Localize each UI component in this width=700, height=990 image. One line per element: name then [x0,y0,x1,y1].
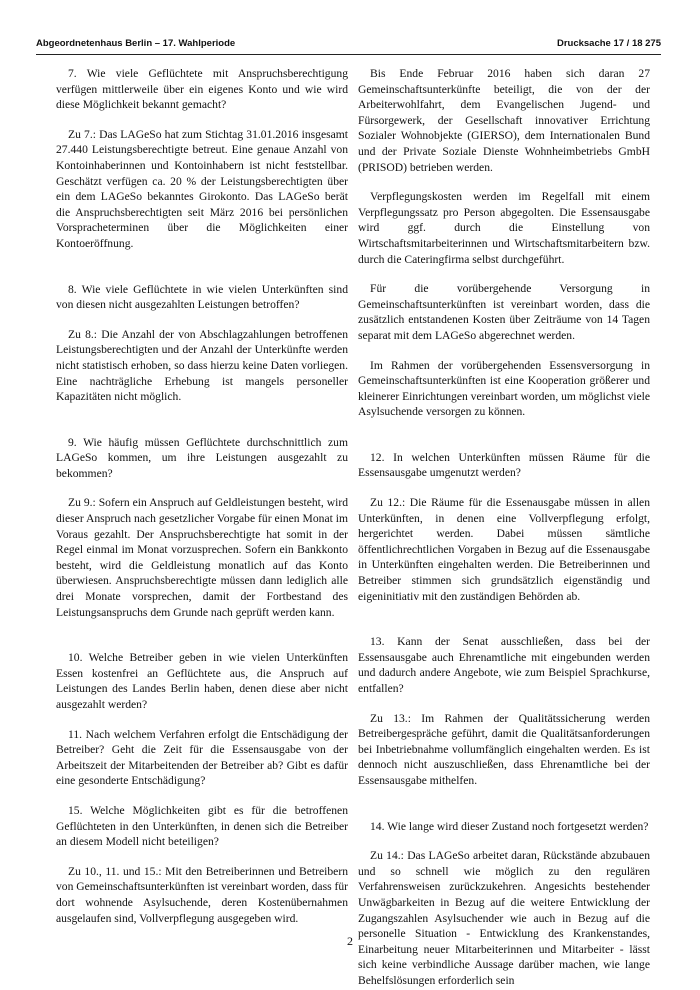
question-11: 11. Nach welchem Verfahren erfolgt die Entschädigung der Betreiber? Geht die Zeit für die Essensausgabe von der Arbeitszeit der Mitarbeitenden der Betreiber ab? Gibt es dafür eine gesonderte Entschädigung? [56,727,348,788]
answer-12: Zu 12.: Die Räume für die Essenausgabe müssen in allen Unterkünften, in denen eine Vollverpflegung erfolgt, hergerichtet werden. Dabei müssen sämtliche öffentlichrechtlichen Vorgaben in Bezug auf die Essenausgabe in Unterkünften eingehalten werden. Die Betreiberinnen und Betreiber stimmen sich grundsätzlich eigenständig und eigeninitiativ mit den zuständigen Behörden ab. [358,496,650,603]
question-9: 9. Wie häufig müssen Geflüchtete durchschnittlich zum LAGeSo kommen, um ihre Leistungen ausgezahlt zu bekommen? [56,435,348,480]
answer-10-11-15-continued: Bis Ende Februar 2016 haben sich daran 27 Gemeinschaftsunterkünfte beteiligt, die von der der Arbeiterwohlfahrt, dem Evangelischen Jugend- und Fürsorgewerk, der Gesellschaft innovativer Errichtung Sozialer Wohnobjekte (GIERSO), dem Internationalen Bund und der Private Soziale Dienste Wohnheimbetriebs GmbH (PRISOD) betrieben werden. [358,67,650,174]
answer-8: Zu 8.: Die Anzahl der von Abschlagzahlungen betroffenen Leistungsberechtigten und der Anzahl der Unterkünfte werden nicht statistisch erhoben, so dass hierzu keine Daten vorliegen. Eine nachträgliche Erhebung ist mangels personeller Kapazitäten nicht möglich. [56,327,348,404]
running-header [36,38,661,52]
paragraph-cooperation: Im Rahmen der vorübergehenden Essensversorgung in Gemeinschaftsunterkünften ist eine Kooperation größerer und kleinerer Einrichtungen vereinbart worden, um möglichst viele Asylsuchende versorgen zu können. [358,358,651,419]
question-14: 14. Wie lange wird dieser Zustand noch fortgesetzt werden? [370,819,649,833]
question-12: 12. In welchen Unterkünften müssen Räume für die Essensausgabe umgenutzt werden? [358,450,650,480]
left-column [56,66,348,926]
question-10: 10. Welche Betreiber geben in wie vielen Unterkünften Essen kostenfrei an Geflüchtete aus, die Anspruch auf Leistungen des Landes Berlin haben, denen diese aber nicht ausgezahlt werden? [56,651,348,711]
answer-13: Zu 13.: Im Rahmen der Qualitätssicherung werden Betreibergespräche geführt, damit die Qualitätsanforderungen bei Inbetriebnahme vollumfänglich eingehalten werden. Es ist dennoch nicht auszuschließen, dass Ehrenamtliche bei der Essensausgabe mithelfen. [358,711,650,787]
question-8: 8. Wie viele Geflüchtete in wie vielen Unterkünften sind von diesen nicht ausgezahlten Leistungen betroffen? [56,282,348,312]
answer-14: Zu 14.: Das LAGeSo arbeitet daran, Rückstände abzubauen und so schnell wie möglich zu den regulären Verfahrensweisen zurückzukehren. Angesichts bestehender Unwägbarkeiten in Bezug auf die weitere Entwicklung der Zugangszahlen Asylsuchender wie auch in Bezug auf die personelle Situation - Entwicklung des Krankenstandes, Einarbeitung neuer Mitarbeiterinnen und Mitarbeiter - lässt sich keine verbindliche Aussage darüber machen, wie lange Behelfslösungen erforderlich sein [358,849,650,987]
right-column [358,66,650,989]
question-13: 13. Kann der Senat ausschließen, dass bei der Essensausgabe auch Ehrenamtliche mit eingebunden werden und dadurch andere Angebote, wie zum Beispiel Sprachkurse, entfallen? [358,635,650,695]
paragraph-catering-costs: Verpflegungskosten werden im Regelfall mit einem Verpflegungssatz pro Person abgegolten. Die Essensausgabe wird ggf. durch die Einstellung von Wirtschaftsmitarbeiterinnen und Wirtschaftsmitarbeitern bzw. durch die Cateringfirma selbst durchgeführt. [358,190,650,266]
page-number: 2 [347,934,353,948]
header-publisher: Abgeordnetenhaus Berlin – 17. Wahlperiode [36,38,236,49]
question-7: 7. Wie viele Geflüchtete mit Anspruchsberechtigung verfügen mittlerweile über ein eigenes Konto und wie wird diese Möglichkeit bekannt gemacht? [56,67,348,112]
answer-10-11-15: Zu 10., 11. und 15.: Mit den Betreiberinnen und Betreibern von Gemeinschaftsunterkünften ist vereinbart worden, dass für dort wohnende Asylsuchende, deren Kostenübernahmen ausgelaufen sind, Vollverpflegung ausgegeben wird. [56,864,349,925]
paragraph-temporary-supply: Für die vorübergehende Versorgung in Gemeinschaftsunterkünften ist vereinbart worden, dass die zusätzlich entstandenen Kosten über Zeiträume von 14 Tagen separat mit dem LAGeSo abgerechnet werden. [358,282,650,342]
question-15: 15. Welche Möglichkeiten gibt es für die betroffenen Geflüchteten in den Unterkünften, in denen sich die Betreiber an diesem Modell nicht beteiligen? [56,803,348,849]
header-document-number: Drucksache 17 / 18 275 [556,38,661,49]
answer-7: Zu 7.: Das LAGeSo hat zum Stichtag 31.01.2016 insgesamt 27.440 Leistungsberechtigte betreut. Eine genaue Anzahl von Kontoinhaberinnen und Kontoinhabern ist nicht feststellbar. Geschätzt verfügen ca. 20 % der Leistungsberechtigten über ein dem LAGeSo bekanntes Girokonto. Das LAGeSo berät die Anspruchsberechtigten seit März 2016 bei persönlichen Vorspracheterminen über die Möglichkeiten einer Kontoeröffnung. [56,127,348,250]
header-rule [36,54,661,55]
answer-9: Zu 9.: Sofern ein Anspruch auf Geldleistungen besteht, wird dieser Anspruch nach gesetzlicher Vorgabe für einen Monat im Voraus gezahlt. Der Anspruchsberechtigte hat somit in der Regel einmal im Monat vorzusprechen. Sofern ein Bankkonto besteht, wird die Geldleistung monatlich auf das Konto überwiesen. Anspruchsberechtigte müssen dann lediglich alle drei Monate vorsprechen, damit der Fortbestand des Leistungsanspruchs dem Grunde nach geprüft werden kann. [56,496,348,619]
